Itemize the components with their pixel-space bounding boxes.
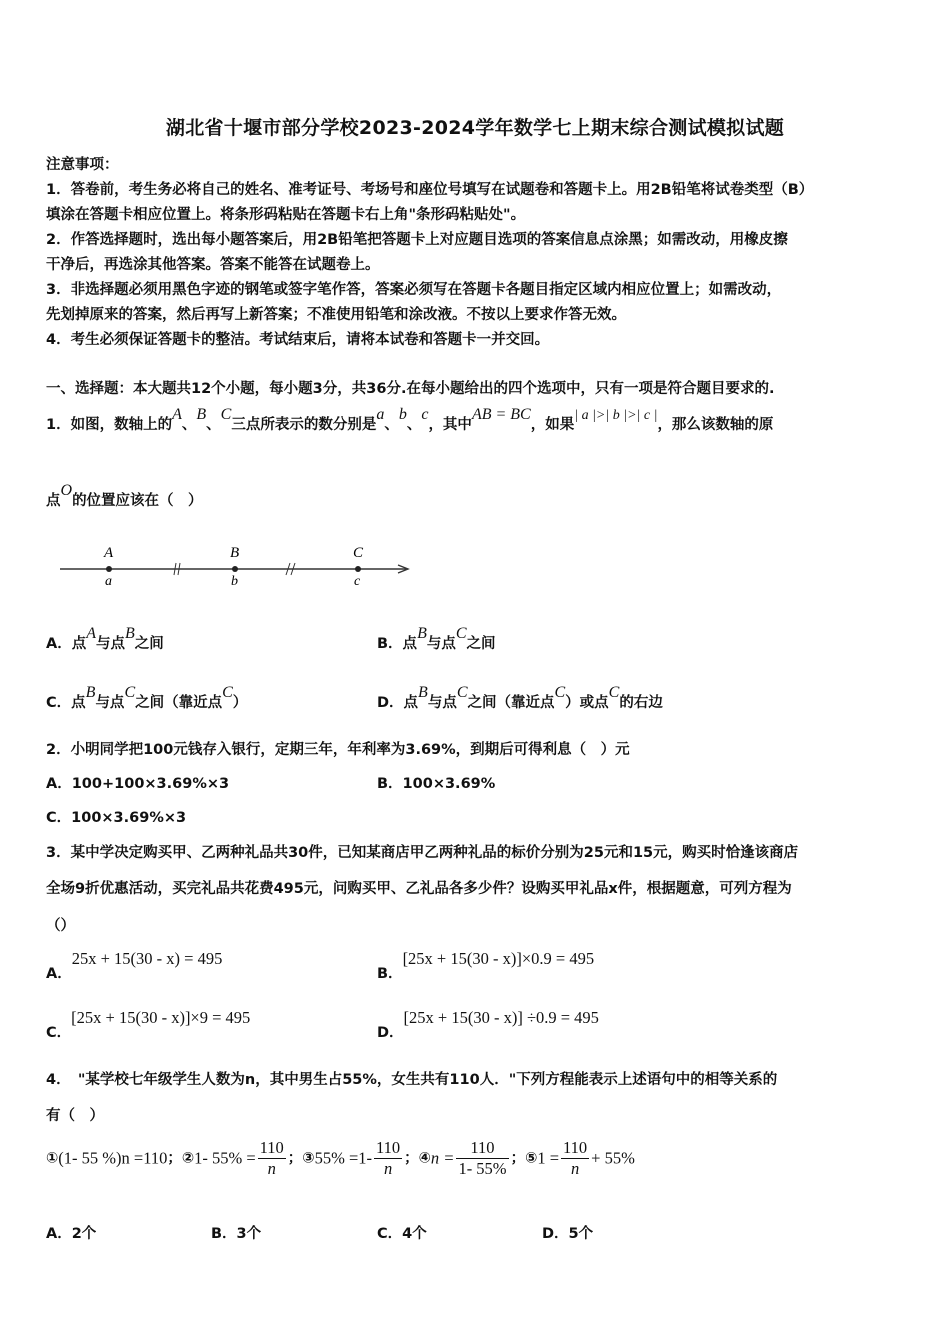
section-heading: 一、选择题：本大题共12个小题，每小题3分，共36分.在每小题给出的四个选项中，只有一项是符合题目要求的. (46, 381, 775, 397)
point-a (106, 566, 112, 572)
question-4-stem: 4． "某学校七年级学生人数为n，其中男生占55%，女生共有110人．"下列方程能表示上述语句中的相等关系的 (46, 1072, 778, 1088)
option-1c: C．点B与点C之间（靠近点C） (46, 684, 248, 711)
question-3-stem: 3．某中学决定购买甲、乙两种礼品共30件，已知某商店甲乙两种礼品的标价分别为25元和15元，购买时恰逢该商店 (46, 845, 799, 861)
question-2-stem: 2．小明同学把100元钱存入银行，定期三年，年利率为3.69%，到期后可得利息（ ）元 (46, 742, 630, 758)
option-3d: D．[25x + 15(30 - x)] ÷0.9 = 495 (377, 1008, 599, 1041)
option-4c: C．4个 (377, 1226, 427, 1242)
label-B: B (230, 545, 240, 561)
question-1-stem: 1．如图，数轴上的A、B、C三点所表示的数分别是a、b、c，其中AB = BC，如果| a |>| b |>| c |，那么该数轴的原 (46, 406, 774, 433)
option-4d: D．5个 (542, 1226, 594, 1242)
option-1b: B．点B与点C之间 (377, 625, 496, 652)
option-3a: A．25x + 15(30 - x) = 495 (46, 949, 223, 982)
label-C: C (353, 545, 364, 561)
option-1d: D．点B与点C之间（靠近点C）或点C的右边 (377, 684, 663, 711)
option-1a: A．点A与点B之间 (46, 625, 164, 652)
label-a: a (105, 574, 112, 589)
notice-line: 2．作答选择题时，选出每小题答案后，用2B铅笔把答题卡上对应题目选项的答案信息点涂黑；如需改动，用橡皮擦 (46, 232, 788, 248)
notice-line: 1．答卷前，考生务必将自己的姓名、准考证号、考场号和座位号填写在试题卷和答题卡上。用2B铅笔将试卷类型（B） (46, 182, 814, 198)
question-3-stem-cont: 全场9折优惠活动，买完礼品共花费495元，问购买甲、乙礼品各多少件？设购买甲礼品x件，根据题意，可列方程为 (46, 881, 792, 897)
label-A: A (104, 545, 114, 561)
option-2a: A．100+100×3.69%×3 (46, 776, 230, 792)
question-4-stem-cont: 有（ ） (46, 1108, 104, 1124)
option-2b: B．100×3.69% (377, 776, 496, 792)
notice-line: 干净后，再选涂其他答案。答案不能答在试题卷上。 (46, 257, 380, 273)
notice-line: 4．考生必须保证答题卡的整洁。考试结束后，请将本试卷和答题卡一并交回。 (46, 332, 550, 348)
option-3b: B．[25x + 15(30 - x)]×0.9 = 495 (377, 949, 595, 982)
notice-line: 填涂在答题卡相应位置上。将条形码粘贴在答题卡右上角"条形码粘贴处"。 (46, 207, 526, 223)
page-title: 湖北省十堰市部分学校2023-2024学年数学七上期末综合测试模拟试题 (165, 117, 785, 139)
option-2c: C．100×3.69%×3 (46, 810, 187, 826)
point-b (232, 566, 238, 572)
option-4a: A．2个 (46, 1226, 97, 1242)
label-c: c (354, 574, 361, 589)
notice-line: 先划掉原来的答案，然后再写上新答案；不准使用铅笔和涂改液。不按以上要求作答无效。 (46, 307, 626, 323)
point-c (355, 566, 361, 572)
question-3-paren: （） (46, 918, 75, 934)
question-1-stem-cont: 点O的位置应该在（ ） (46, 482, 203, 509)
notice-heading: 注意事项： (46, 157, 119, 173)
number-line-figure (58, 538, 418, 598)
option-3c: C．[25x + 15(30 - x)]×9 = 495 (46, 1008, 251, 1041)
label-b: b (231, 574, 238, 589)
notice-line: 3．非选择题必须用黑色字迹的钢笔或签字笔作答，答案必须写在答题卡各题目指定区域内相应位置上；如需改动， (46, 282, 782, 298)
option-4b: B．3个 (211, 1226, 262, 1242)
question-4-equations: ①(1- 55 %)n =110；②1- 55% = $\frac{110}{n}$ ；③55% =1- $\frac{110}{n}$ ；④n = $\frac{110}{1- 55\%}$ ；⑤1 = $\frac{110}{n}$ + 55% (46, 1138, 635, 1178)
